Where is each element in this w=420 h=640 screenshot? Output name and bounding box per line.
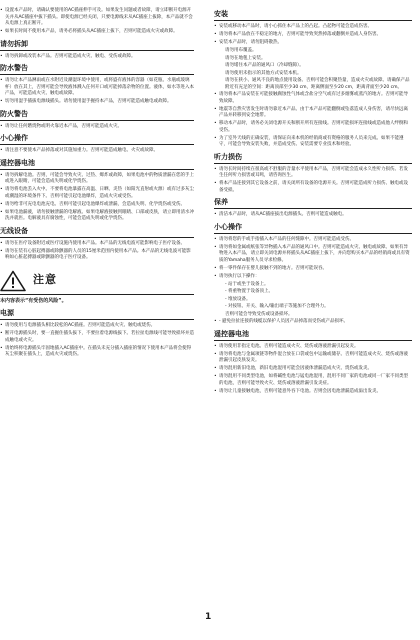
handling-subitem: - 对按钮、开关、输入/输出端子等施加不合理外力。 [225,304,329,309]
install-subitem: 请勿堵住本产品的通风口（冷却缝隙）。 [225,63,304,68]
handling-subitem: 否则可能会导致受伤或设备损坏。 [225,311,293,317]
install-heading: 安装 [214,10,412,21]
caution-title: 注意 [33,273,57,287]
left-column [0,8,194,363]
power-item: • 断开电源插头时，要一直握住插头拔下，不要拉着电源线拔下。若拉扯电源线可能导致损坏并造成触电或火灾。 [0,331,194,344]
maintenance-section [214,198,412,219]
remote-battery-item: • 请勿拆解电池。否则，可能会导致火灾、过热、爆炸或故障，如果电池中的物质泄漏在您的手上或进入眼睛，可能会造成失明或化学烧伤。 [0,173,194,186]
small-handling-section [0,134,194,155]
install-item: • 地震等自然灾害发生时请勿靠近本产品。由于本产品可能翻倒或坠落造成人身伤害，请尽快远离产品并转移到安全地带。 [214,107,412,120]
handling-subitem: - 堆放设备。 [225,296,251,302]
handling-item: • 请勿将您的手或手指插入本产品的任何缝隙中。否则可能造成受伤。 [214,237,412,244]
right-column [214,8,412,399]
install-subitem: 请勿在狭小、通风不良的地点使用设备。否则可能会积聚热量，造成火灾或故障。请确保产品附近有充足的空间：距离顶部至少30 cm，距离侧面至少20 cm，距离背面至少20 cm。 [225,78,410,90]
intro-item: • 设置本产品时，请确认要使用的AC插座伸手可及。如果发生问题或者故障，请立即断开电源开关并从AC插座中拔下插头。即使电源已经关闭，只要电源线未从AC插座上拔除，本产品就不会从电源上真正断开。 [0,8,194,28]
handling-item: • 将一零件保存在婴儿接触不到的地方。否则可能误吞。 [214,266,412,273]
maintenance-item: • 清洁本产品时，请从AC插座拔出电源插头。否则可能造成触电。 [214,212,412,219]
remote-item: • 请勿将电池与金属项链等物件混合放在口袋或包中运输或储存。否则可能造成火灾、烧伤或溶液泄漏引起皮肤发炎。 [214,352,412,365]
remote-heading: 遥控器电池 [214,330,412,341]
install-item: • 请勿将本产品安装在可能接触腐蚀性气体或含盐分空气或有过多烟雾或蒸汽的地方。否则可能导致故障。 [214,92,412,105]
small-handling-item: • 请注意不要使本产品掉落或对其施加重力。否则可能造成触电、火灾或故障。 [0,148,194,155]
wireless-item: • 请勿在装有心脏起搏器或除颤器的人员的15厘米范围内使用本产品。本产品的无线电波可能影响如心脏起搏器或除颤器的电子医疗设备。 [0,249,194,262]
intro-item: • 如果长时间不使用本产品，请务必将插头从AC插座上拔下，否则可能造成火灾或故障。 [0,29,194,36]
intro-section [0,8,194,36]
water-heading: 防水警告 [0,64,194,75]
install-item: • 移动本产品时，请务必关闭电源开关和断开所有连接线。否则可能损坏连接线或造成他人绊倒和受伤。 [214,121,412,134]
remote-item: • 请勿混用不同类型电池，如将碱性电池与锰电池混用，混用不同厂家的电池或同一厂家不同类型的电池，否则可能导致火灾、烧伤或溶液泄漏引发炎症。 [214,374,412,387]
fire-section [0,110,194,131]
wireless-item: • 请勿在医疗设备附近或医疗设施内使用本产品。本产品的无线电波可能影响电子医疗设备。 [0,241,194,248]
install-subitem: 请勿在地毯上安装。 [225,55,266,61]
page-number: 1 [205,612,212,622]
handling-subitem: - 将重物置于设备顶上。 [225,289,274,294]
power-heading: 电源 [0,309,194,320]
hearing-item: • 将本产品连接到其它设备之前，请关闭所有设备的电源开关。否则可能造成听力损伤、触电或设备受损。 [214,181,412,194]
remote-battery-heading: 遥控器电池 [0,159,194,170]
handling-item: • 请勿执行以下操作： [214,274,412,281]
disassembly-heading: 请勿拆卸 [0,40,194,51]
handling-item: • 请勿将如金属或纸张等异物插入本产品的通风口中。否则可能造成火灾、触电或故障。如果有异物进入本产品，请立即关闭电源并将插头从AC插座上拔下，并向您购买本产品的经销商或具有资质的Yamaha服务人员寻求检修。 [214,245,412,265]
handling-subitem: - 站于或坐于设备上。 [225,281,269,287]
install-item: • 请勿将本产品放在不稳定的地方，否则可能导致突然掉落或翻倒并造成人身伤害。 [214,32,412,39]
handling-heading: 小心操作 [214,223,412,234]
water-item: • 切勿用湿手插拔电源线插头。请勿使用湿手握持本产品，否则可能造成触电或故障。 [0,99,194,106]
handling-section [214,223,412,326]
hearing-section [214,153,412,195]
power-section [0,309,194,359]
hearing-item: • 请勿长时间持续在很高或不舒服的音量水平使用本产品，否则可能会造成永久性听力损伤。若发生任何听力损害或耳鸣，请咨询医生。 [214,167,412,180]
power-item: • 请始终将电源插头牢固地插入AC插座中。在插头未充分插入插座的情况下使用本产品将会使得灰尘积聚在插头上，造成火灾或烧伤。 [0,346,194,359]
maintenance-heading: 保养 [214,198,412,209]
install-item: • 安装或移动本产品时，请小心抓住本产品上的凸起。凸起物可能会造成伤害。 [214,24,412,31]
remote-battery-section [0,159,194,223]
remote-battery-item: • 请勿将电池丢入火中。不要将电池暴露在高温、日晒、炎热（如阳光直射或火源）或有过多灰尘或潮湿的环境条件下。否则可能引起电池爆炸，造成火灾或受伤。 [0,187,194,200]
install-subitem: 请勿用布覆盖。 [225,48,257,53]
fire-heading: 防火警告 [0,110,194,121]
power-item: • 请勿使用与电源插头相比较松的AC插座。否则可能造成火灾、触电或烧伤。 [0,323,194,330]
small-handling-heading: 小心操作 [0,134,194,145]
disassembly-item: • 请勿拆卸或改装本产品。否则可能造成火灾、触电、受伤或故障。 [0,54,194,61]
install-section [214,10,412,149]
install-subitem: 请勿使用未指示的其他方式安装本机。 [225,70,302,76]
caution-banner [0,270,194,292]
remote-battery-item: • 请勿给非可充电电池充电。否则可能引起电池爆炸或泄漏，会造成失明、化学烧伤或受伤。 [0,202,194,209]
install-item: • 为了室外天线的正确安装，请保证向来本机的经销商或有资格的服务人员来完成。如果不能遵守，可能会导致安装失败，并造成受伤。安装需要专业技术和经验。 [214,136,412,149]
disassembly-section [0,40,194,61]
install-item: • 安装本产品时，请勿阻碍散热。 [214,40,412,47]
handling-item: • - 避免拉扯连接的线缆以保护人员因产品掉落而受伤或产品损坏。 [214,319,412,326]
water-section [0,64,194,106]
remote-section [214,330,412,396]
remote-item: • 请勿让儿童接触电池，否则可能意外吞下电池。否则会因电池泄漏造成溢出发炎。 [214,389,412,396]
warning-triangle-icon [0,270,26,292]
hearing-heading: 听力损伤 [214,153,412,164]
caution-divider [0,294,194,295]
remote-item: • 请勿使用非指定电池。否则可能造成火灾、烧伤或溶液泄漏引起发炎。 [214,344,412,351]
water-item: • 请勿让本产品淋雨或在水附近及潮湿环境中使用，或将盛有液体的容器（如花瓶、水瓶或玻璃杯）放在其上，否则可能会导致液体溅入任何开口或可能掉落杂物的位置。液体，如水等进入本产品，可能造成火灾、触电或故障。 [0,78,194,98]
wireless-section [0,227,194,262]
caution-meaning: 本内容表示“有受伤的风险”。 [0,297,67,304]
remote-item: • 请勿混用新旧电池，新旧电池混用可能会因液体泄漏造成火灾、烧伤或发炎。 [214,366,412,373]
wireless-heading: 无线设备 [0,227,194,238]
remote-battery-item: • 如果电池漏液，请勿接触泄漏的电解液。如果电解液接触到眼睛、口部或皮肤，请立即用清水冲洗并就医。电解液具有腐蚀性，可能会造成失明或化学烧伤。 [0,210,194,223]
fire-item: • 请勿让任何燃烧物或明火靠近本产品，否则可能造成火灾。 [0,124,194,131]
